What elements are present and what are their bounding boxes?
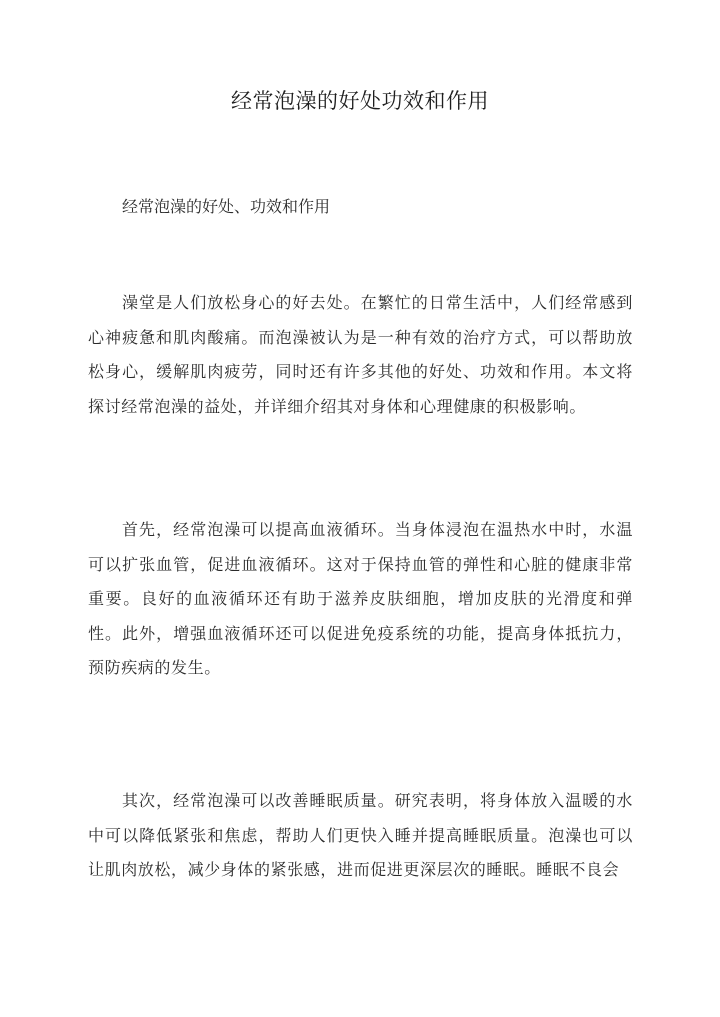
paragraph-blood-circulation: 首先，经常泡澡可以提高血液循环。当身体浸泡在温热水中时，水温可以扩张血管，促进血液循环。这对于保持血管的弹性和心脏的健康非常重要。良好的血液循环还有助于滋养皮肤细胞，增加皮肤的光滑度和弹性。此外，增强血液循环还可以促进免疫系统的功能，提高身体抵抗力，预防疾病的发生。 [88,520,633,677]
paragraph-sleep-quality: 其次，经常泡澡可以改善睡眠质量。研究表明，将身体放入温暖的水中可以降低紧张和焦虑，帮助人们更快入睡并提高睡眠质量。泡澡也可以让肌肉放松，减少身体的紧张感，进而促进更深层次的睡眠。睡眠不良会 [88,791,633,879]
document-title: 经常泡澡的好处功效和作用 [231,89,489,113]
paragraph-intro: 澡堂是人们放松身心的好去处。在繁忙的日常生活中，人们经常感到心神疲惫和肌肉酸痛。而泡澡被认为是一种有效的治疗方式，可以帮助放松身心，缓解肌肉疲劳，同时还有许多其他的好处、功效和作用。本文将探讨经常泡澡的益处，并详细介绍其对身体和心理健康的积极影响。 [88,293,633,416]
document-subtitle: 经常泡澡的好处、功效和作用 [122,197,331,216]
